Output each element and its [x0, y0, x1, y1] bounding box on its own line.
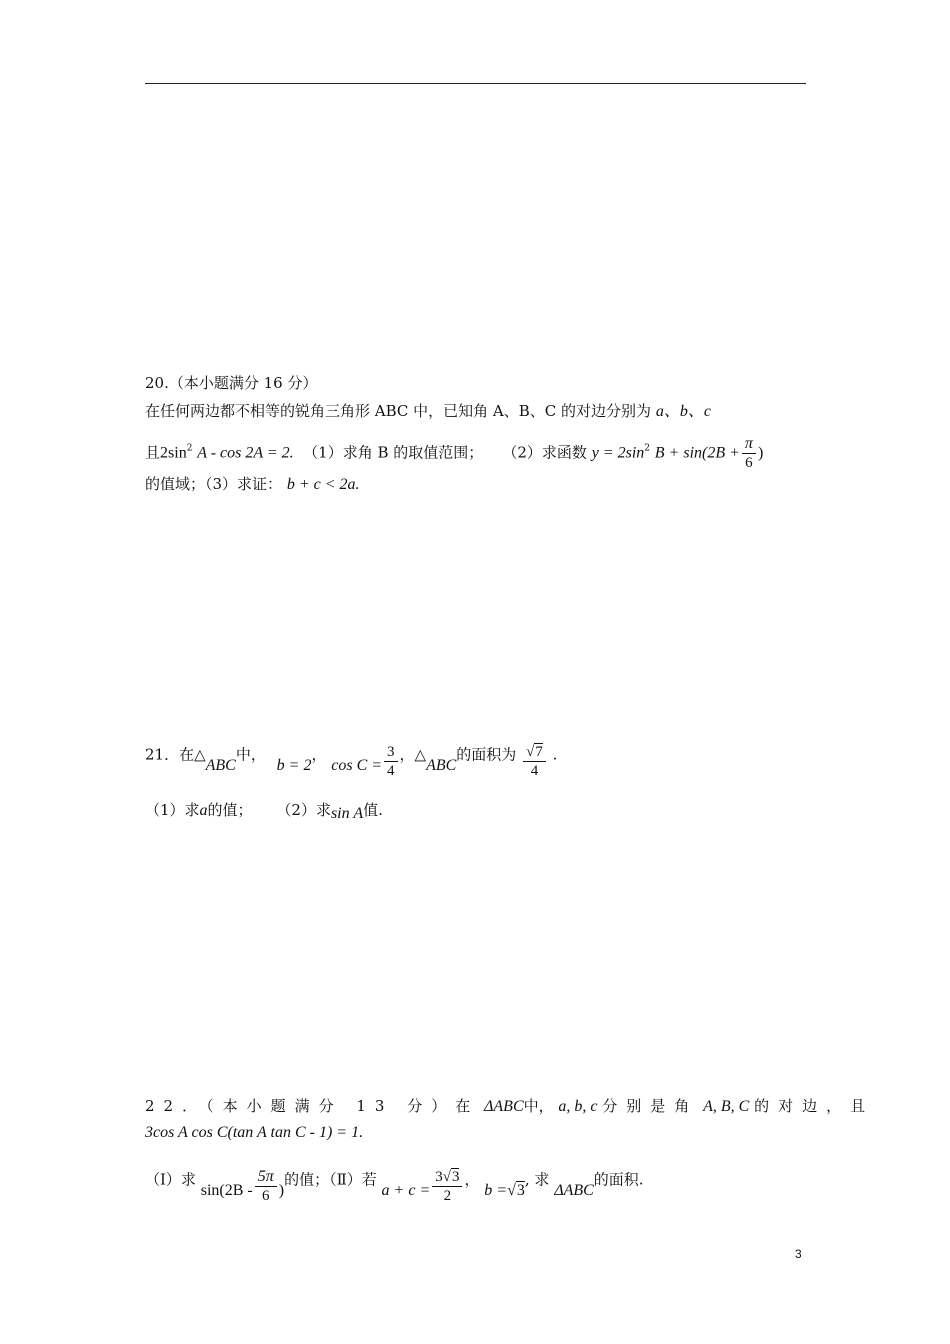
three-root-three-over-two: $\frac{3√3}{2}$	[432, 1168, 462, 1205]
header-rule	[145, 83, 806, 84]
q20-line2: 且$2\sin^2$ A - cos 2A = 2. （1）求角 B 的取值范围； （2）求函数 $y = 2\sin^2$ B + sin(2B + $\frac{\pi}{6}$ )	[145, 435, 764, 471]
page-number: 3	[795, 1247, 802, 1261]
q21-line2: （1）求a的值； （2）求sin A值.	[145, 801, 383, 822]
q22-line1: 22．（本小题满分 13 分）在 ΔABC中， a, b, c 分别是角 A, B, C 的对边，且	[145, 1097, 875, 1115]
q22-line2: 3cos A cos C(tan A tan C - 1) = 1.	[145, 1124, 364, 1141]
three-quarters: $\frac{3}{4}$	[384, 743, 398, 780]
q20-heading: 20.（本小题满分 16 分）	[145, 374, 318, 392]
sqrt7-over-4: $\frac{√7}{4}$	[523, 743, 546, 780]
q20-line1: 在任何两边都不相等的锐角三角形 ABC 中，已知角 A、B、C 的对边分别为 a、b、c	[145, 402, 711, 420]
q21-line1: 21．在△ABC中， b = 2， cos C = $\frac{3}{4}$ ，△ABC的面积为 $\frac{√7}{4}$ .	[145, 744, 558, 779]
q20-line3: 的值域；（3）求证： b + c < 2a.	[145, 475, 360, 493]
five-pi-over-six: $\frac{5\pi}{6}$	[255, 1168, 277, 1205]
q22-line3: （Ⅰ）求 sin(2B - $\frac{5\pi}{6}$ )的值；（Ⅱ）若 a + c = $\frac{3√3}{2}$ ， b =√3, 求 ΔABC的面积.	[145, 1168, 644, 1204]
pi-over-six: $\frac{\pi}{6}$	[742, 435, 756, 472]
